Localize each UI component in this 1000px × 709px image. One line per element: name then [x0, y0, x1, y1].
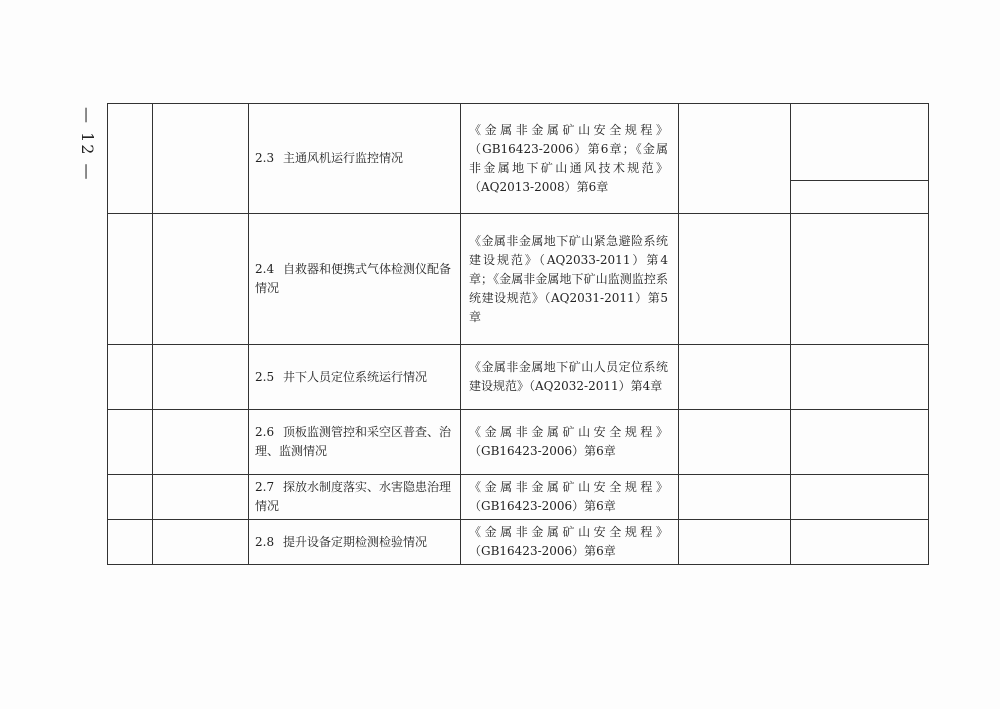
table-row — [108, 104, 929, 214]
cell-basis: 《金属非金属地下矿山紧急避险系统建设规范》（AQ2033-2011）第4章；《金属非金属地下矿山监测监控系统建设规范》（AQ2031-2011）第5章 — [461, 214, 679, 345]
cell-subcategory — [153, 214, 249, 345]
cell-basis: 《金属非金属矿山安全规程》（GB16423-2006）第6章 — [461, 410, 679, 475]
table-row — [108, 520, 929, 565]
cell-category — [108, 214, 153, 345]
item-text: 提升设备定期检测检验情况 — [283, 534, 428, 549]
cell-basis: 《金属非金属矿山安全规程》（GB16423-2006）第6章 — [461, 520, 679, 565]
table-row — [108, 345, 929, 410]
item-number: 2.6 — [255, 425, 275, 439]
item-number: 2.4 — [255, 262, 275, 276]
cell-category — [108, 104, 153, 214]
cell-blank — [679, 104, 791, 214]
cell-blank — [791, 520, 929, 565]
cell-blank — [679, 520, 791, 565]
cell-category — [108, 520, 153, 565]
table-row — [108, 410, 929, 475]
table-row — [108, 214, 929, 345]
item-text: 探放水制度落实、水害隐患治理情况 — [255, 480, 452, 513]
cell-item — [249, 345, 461, 410]
cell-item — [249, 475, 461, 520]
cell-category — [108, 345, 153, 410]
cell-blank — [791, 475, 929, 520]
table-row — [108, 475, 929, 520]
item-number: 2.3 — [255, 151, 275, 165]
cell-subcategory — [153, 475, 249, 520]
cell-item — [249, 520, 461, 565]
item-number: 2.5 — [255, 369, 275, 384]
split-cell-top — [791, 136, 928, 180]
split-cell — [791, 136, 928, 181]
item-text: 顶板监测管控和采空区普查、治理、监测情况 — [255, 425, 452, 458]
cell-blank — [679, 475, 791, 520]
cell-basis: 《金属非金属矿山安全规程》（GB16423-2006）第6章；《金属非金属地下矿山通风技术规范》（AQ2013-2008）第6章 — [461, 104, 679, 214]
cell-item — [249, 214, 461, 345]
cell-split — [791, 104, 929, 214]
inspection-table — [107, 103, 929, 565]
cell-category — [108, 410, 153, 475]
item-text: 自救器和便携式气体检测仪配备情况 — [255, 262, 452, 295]
cell-basis: 《金属非金属矿山安全规程》（GB16423-2006）第6章 — [461, 475, 679, 520]
cell-subcategory — [153, 410, 249, 475]
cell-blank — [791, 345, 929, 410]
cell-basis: 《金属非金属地下矿山人员定位系统建设规范》（AQ2032-2011）第4章 — [461, 345, 679, 410]
cell-item — [249, 104, 461, 214]
page-number-area — [62, 107, 112, 182]
item-text: 主通风机运行监控情况 — [283, 151, 404, 165]
page-number: — 12 — — [78, 107, 97, 182]
cell-blank — [791, 410, 929, 475]
cell-subcategory — [153, 345, 249, 410]
cell-blank — [679, 214, 791, 345]
cell-blank — [791, 214, 929, 345]
cell-blank — [679, 345, 791, 410]
item-text: 井下人员定位系统运行情况 — [283, 369, 428, 384]
item-number: 2.7 — [255, 480, 275, 494]
cell-category — [108, 475, 153, 520]
cell-blank — [679, 410, 791, 475]
cell-subcategory — [153, 104, 249, 214]
item-number: 2.8 — [255, 534, 275, 549]
split-cell-bottom — [791, 180, 928, 181]
cell-subcategory — [153, 520, 249, 565]
cell-item — [249, 410, 461, 475]
